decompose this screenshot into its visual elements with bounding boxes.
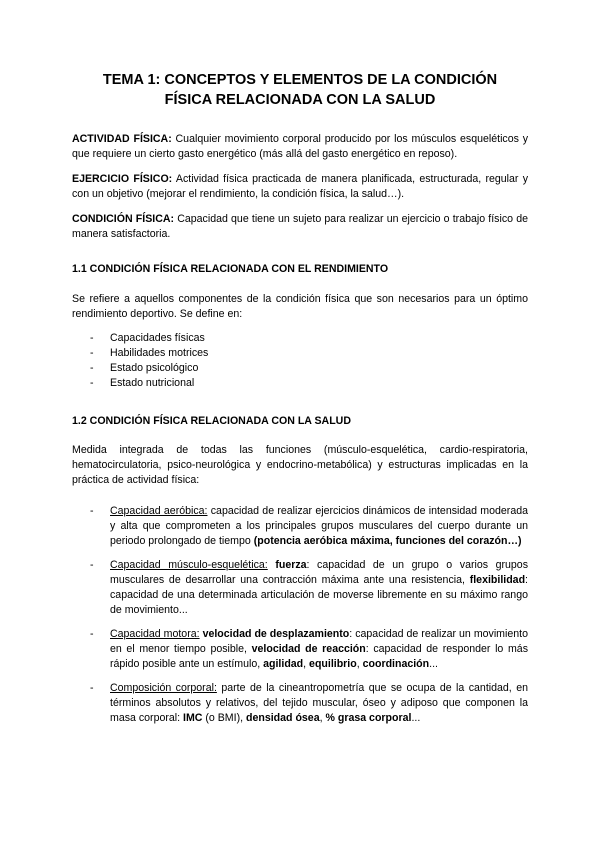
definition-term: ACTIVIDAD FÍSICA:	[72, 133, 172, 145]
definition-term: CONDICIÓN FÍSICA:	[72, 213, 175, 225]
list-item-capacidad-musculo-esqueletica: - Capacidad músculo-esquelética: fuerza: capacidad de un grupo o varios grupos musculares de desarrollar una contracción máxima ante una resistencia, flexibilidad: capacidad de una determinada articulación de moverse libremente en su máximo rango de movimiento...	[90, 559, 528, 616]
dash-bullet: -	[90, 362, 94, 374]
dash-bullet: -	[90, 332, 94, 344]
list-item: - Capacidades físicas	[90, 332, 205, 344]
definition-text: Capacidad que tiene un sujeto para realizar un ejercicio o trabajo físico de manera satisfactoria.	[72, 213, 528, 240]
document-page	[72, 70, 528, 735]
list-item: - Estado nutricional	[90, 377, 195, 389]
list-item: - Estado psicológico	[90, 362, 199, 374]
page-title-line-1: TEMA 1: CONCEPTOS Y ELEMENTOS DE LA CONDICIÓN	[102, 72, 498, 88]
definition-ejercicio-fisico	[72, 172, 528, 202]
section-intro-salud: Medida integrada de todas las funciones (músculo-esquelética, cardio-respiratoria, hematocirculatoria, psico-neurológica y endocrino-metabólica) y estructuras implicadas en la práctica de actividad física:	[72, 444, 528, 486]
dash-bullet: -	[90, 628, 94, 640]
definition-term: EJERCICIO FÍSICO:	[72, 173, 173, 185]
definition-text: Actividad física practicada de manera planificada, estructurada, regular y con un objetivo (mejorar el rendimiento, la condición física, la salud…).	[72, 173, 528, 200]
dash-bullet: -	[90, 505, 94, 517]
section-intro-rendimiento: Se refiere a aquellos componentes de la condición física que son necesarios para un óptimo rendimiento deportivo. Se define en:	[72, 293, 528, 320]
dash-bullet: -	[90, 559, 94, 571]
item-label: Capacidad aeróbica:	[110, 505, 208, 517]
salud-list	[72, 504, 528, 726]
dash-bullet: -	[90, 682, 94, 694]
item-label: Capacidad músculo-esquelética:	[110, 559, 268, 571]
page-title-line-2: FÍSICA RELACIONADA CON LA SALUD	[164, 92, 436, 108]
section-heading-salud: 1.2 CONDICIÓN FÍSICA RELACIONADA CON LA SALUD	[72, 415, 351, 427]
dash-bullet: -	[90, 377, 94, 389]
rendimiento-list	[72, 331, 528, 391]
section-heading-rendimiento: 1.1 CONDICIÓN FÍSICA RELACIONADA CON EL RENDIMIENTO	[72, 263, 389, 275]
list-item-capacidad-motora: - Capacidad motora: velocidad de desplazamiento: capacidad de realizar un movimiento en el menor tiempo posible, velocidad de reacción: capacidad de responder lo más rápido posible ante un estímulo, agilidad, equilibrio, coordinación...	[90, 628, 528, 670]
list-item-composicion-corporal: - Composición corporal: parte de la cineantropometría que se ocupa de la cantidad, en términos absolutos y relativos, del tejido muscular, óseo y adiposo que componen la masa corporal: IMC (o BMI), densidad ósea, % grasa corporal...	[90, 682, 528, 724]
definition-actividad-fisica	[72, 132, 528, 162]
dash-bullet: -	[90, 347, 94, 359]
list-item-capacidad-aerobica: - Capacidad aeróbica: capacidad de realizar ejercicios dinámicos de intensidad moderada y alta que comprometen a los principales grupos musculares del cuerpo durante un periodo prolongado de tiempo (potencia aeróbica máxima, funciones del corazón…)	[90, 505, 528, 547]
definition-condicion-fisica	[72, 212, 528, 242]
item-label: Capacidad motora:	[110, 628, 200, 640]
list-item: - Habilidades motrices	[90, 347, 209, 359]
definition-text: Cualquier movimiento corporal producido por los músculos esqueléticos y que requiere un cierto gasto energético (más allá del gasto energético en reposo).	[72, 133, 528, 160]
page-title	[72, 70, 528, 110]
item-label: Composición corporal:	[110, 682, 217, 694]
